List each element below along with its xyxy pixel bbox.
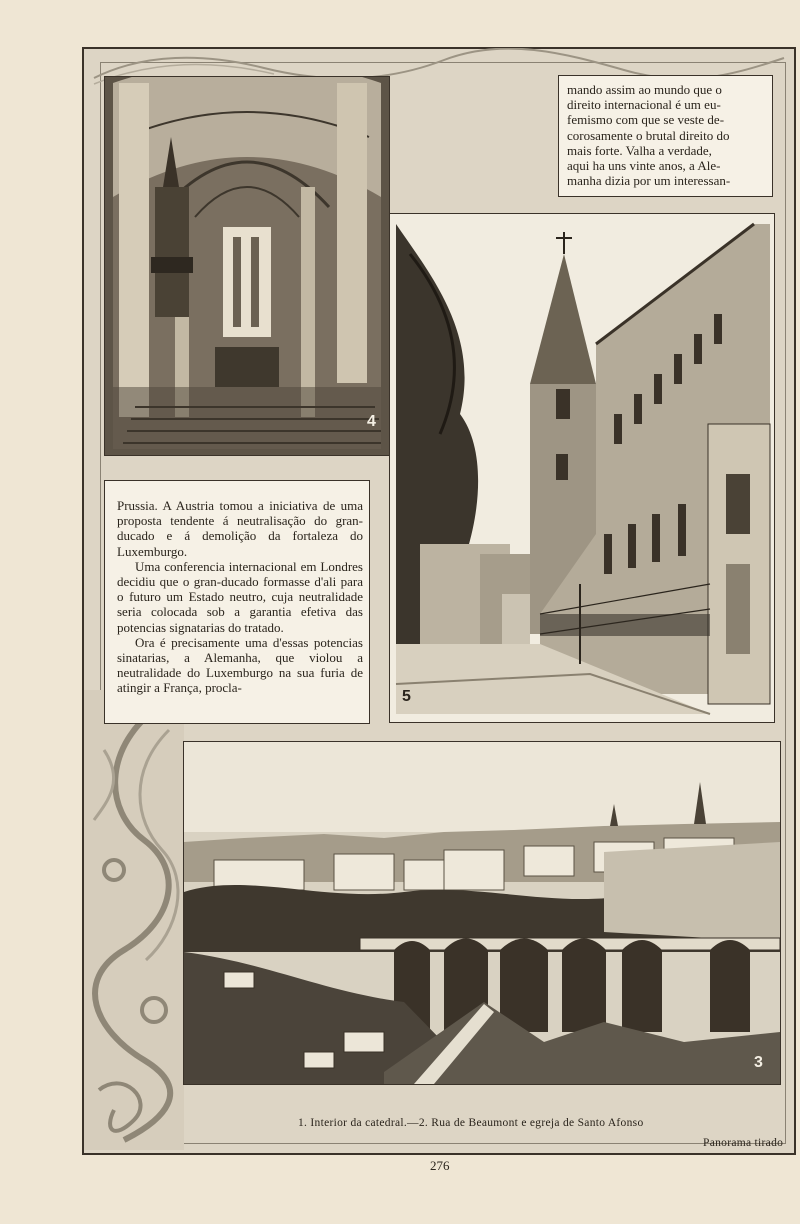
- caption-line-2: Panorama tirado: [703, 1137, 784, 1149]
- caption-line-1: 1. Interior da catedral.—2. Rua de Beaumont e egreja de Santo Afonso: [298, 1117, 644, 1129]
- paragraph-1: Prussia. A Austria tomou a iniciativa de uma proposta tendente á neutralisação do gran-ducado e á demolição da fortaleza do Luxemburgo.: [117, 498, 363, 559]
- photo-number-4: 4: [367, 413, 376, 430]
- text-line: aqui ha uns vinte anos, a Ale-: [567, 158, 721, 174]
- photo-rue-de-beaumont: [389, 213, 775, 723]
- photo-panorama: [183, 741, 781, 1085]
- left-ornament: [84, 690, 184, 1150]
- text-block-left: [104, 480, 370, 724]
- text-line: mais forte. Valha a verdade,: [567, 142, 712, 158]
- photo-cathedral-interior: [104, 76, 390, 456]
- text-line: manha dizia por um interessan-: [567, 173, 731, 189]
- paragraph-3: Ora é precisamente uma d'essas potencias sinatarias, a Alemanha, que violou a neutralidade do Luxemburgo na sua furia de atingir a França, procla-: [117, 634, 363, 696]
- text-line: mando assim ao mundo que o: [567, 82, 722, 97]
- text-line: corosamente o brutal direito do: [567, 127, 730, 143]
- text-block-top-right: [558, 75, 773, 197]
- text-line: direito internacional é um eu-: [567, 97, 721, 113]
- paragraph-2: Uma conferencia internacional em Londres decidiu que o gran-ducado formasse d'ali para o futuro um Estado neutro, cuja neutralidade seria colocada sob a garantia efetiva das potencias signatarias do tratado.: [117, 558, 363, 635]
- photo-number-5: 5: [402, 688, 411, 705]
- page-number: 276: [430, 1158, 450, 1173]
- photo-number-3: 3: [754, 1054, 763, 1071]
- text-line: femismo com que se veste de-: [567, 112, 725, 128]
